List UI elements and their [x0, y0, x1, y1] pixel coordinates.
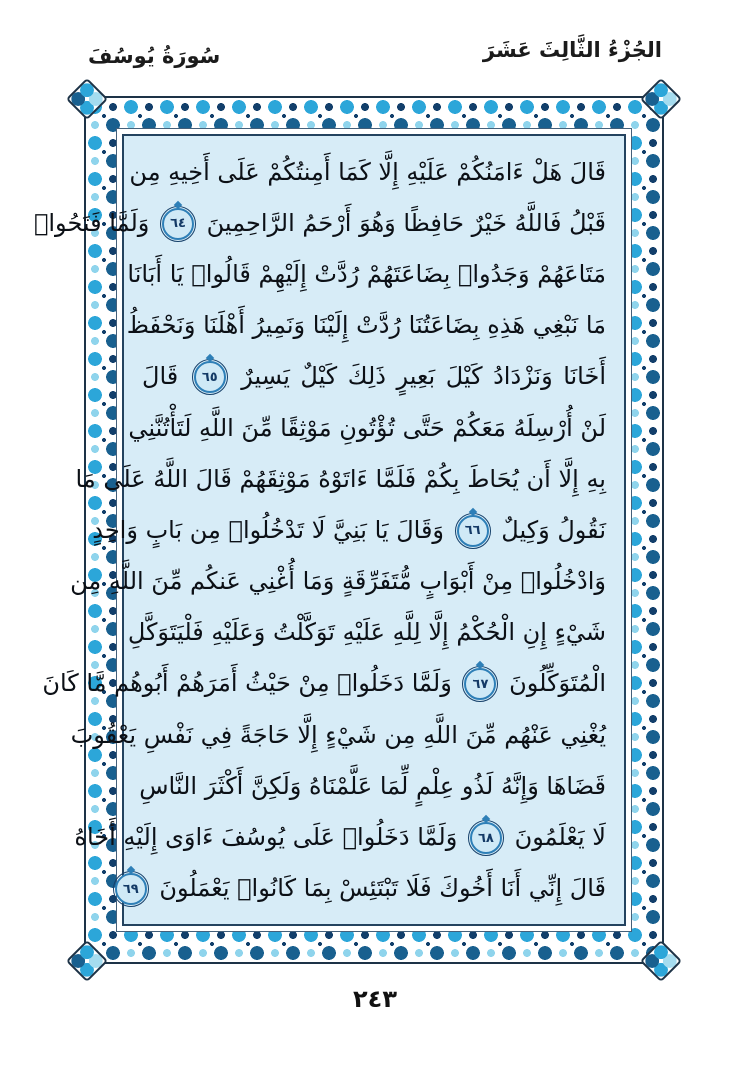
quran-line-4 [126, 300, 606, 350]
quran-text-segment: قَالَ [142, 362, 179, 391]
quran-line-14 [74, 812, 606, 862]
ornamental-border-frame [33, 96, 664, 964]
ayah-end-marker: ٦٩ [115, 873, 147, 905]
ayah-end-marker: ٦٤ [162, 208, 194, 240]
quran-text-segment: الْمُتَوَكِّلُونَ [509, 669, 606, 698]
quran-line-15 [122, 863, 606, 913]
surah-title: سُورَةُ يُوسُفَ [88, 44, 221, 68]
quran-line-8 [92, 505, 606, 555]
text-panel [33, 134, 626, 926]
ayah-end-marker: ٦٨ [470, 822, 502, 854]
quran-line-6 [128, 403, 606, 453]
quran-line-9 [70, 556, 606, 606]
quran-text-segment: وَلَمَّا فَتَحُوا۟ [33, 208, 150, 237]
quran-line-1 [129, 147, 606, 197]
quran-text-segment: لَا يَعْلَمُونَ [514, 823, 606, 852]
quran-text-segment: شَيْءٍ إِنِ الْحُكْمُ إِلَّا لِلَّهِ عَلَيْهِ تَوَكَّلْتُ وَعَلَيْهِ فَلْيَتَوَكَّلِ [127, 618, 606, 647]
quran-text-segment: قَالَ إِنِّي أَنَا أَخُوكَ فَلَا تَبْتَئِسْ بِمَا كَانُوا۟ يَعْمَلُونَ [159, 874, 606, 903]
quran-text-segment: وَلَمَّا دَخَلُوا۟ عَلَى يُوسُفَ ءَاوَى إِلَيْهِ أَخَاهُ [74, 823, 458, 852]
quran-text-segment: وَلَمَّا دَخَلُوا۟ مِنْ حَيْثُ أَمَرَهُمْ أَبُوهُم مَّا كَانَ [42, 669, 452, 698]
quran-line-10 [127, 607, 606, 657]
quran-line-11 [42, 658, 606, 708]
quran-text-segment: مَتَاعَهُمْ وَجَدُوا۟ بِضَاعَتَهُمْ رُدَّتْ إِلَيْهِمْ قَالُوا۟ يَا أَبَانَا [127, 259, 606, 288]
corner-ornament-top-left [66, 78, 108, 120]
quran-line-7 [75, 454, 606, 504]
quran-text-segment: نَقُولُ وَكِيلٌ [501, 515, 606, 544]
quran-text-segment: وَادْخُلُوا۟ مِنْ أَبْوَابٍ مُّتَفَرِّقَةٍ وَمَا أُغْنِي عَنكُم مِّنَ اللَّهِ مِن [70, 567, 606, 596]
ayah-end-marker: ٦٥ [194, 361, 226, 393]
corner-ornament-bottom-right [640, 940, 682, 982]
ayah-end-marker: ٦٦ [457, 515, 489, 547]
corner-ornament-bottom-left [66, 940, 108, 982]
quran-text-segment: أَخَانَا وَنَزْدَادُ كَيْلَ بَعِيرٍ ذَلِكَ كَيْلٌ يَسِيرٌ [241, 362, 606, 391]
quran-line-5 [142, 351, 606, 401]
quran-text-segment: وَقَالَ يَا بَنِيَّ لَا تَدْخُلُوا۟ مِن بَابٍ وَاحِدٍ [92, 515, 444, 544]
quran-text-segment: يُغْنِي عَنْهُم مِّنَ اللَّهِ مِن شَيْءٍ إِلَّا حَاجَةً فِي نَفْسِ يَعْقُوبَ [70, 720, 606, 749]
quran-text-segment: بِهِ إِلَّا أَن يُحَاطَ بِكُمْ فَلَمَّا ءَاتَوْهُ مَوْثِقَهُمْ قَالَ اللَّهُ عَلَى مَا [75, 464, 606, 493]
corner-ornament-top-right [640, 78, 682, 120]
quran-text-segment: قَضَاهَا وَإِنَّهُ لَذُو عِلْمٍ لِّمَا عَلَّمْنَاهُ وَلَكِنَّ أَكْثَرَ النَّاسِ [139, 771, 606, 800]
quran-line-2 [33, 198, 606, 248]
juz-title: الجُزْءُ الثَّالِثَ عَشَرَ [482, 38, 662, 62]
ayah-end-marker: ٦٧ [464, 668, 496, 700]
quran-text-segment: مَا نَبْغِي هَذِهِ بِضَاعَتُنَا رُدَّتْ إِلَيْنَا وَنَمِيرُ أَهْلَنَا وَنَحْفَظُ [126, 311, 606, 340]
page-number: ٢٤٣ [353, 985, 397, 1013]
quran-line-12 [70, 710, 606, 760]
quran-text-segment: قَبْلُ فَاللَّهُ خَيْرٌ حَافِظًا وَهُوَ أَرْحَمُ الرَّاحِمِينَ [206, 208, 606, 237]
quran-line-13 [139, 761, 606, 811]
quran-line-3 [127, 249, 606, 299]
quran-text-segment: قَالَ هَلْ ءَامَنُكُمْ عَلَيْهِ إِلَّا كَمَا أَمِنتُكُمْ عَلَى أَخِيهِ مِن [129, 157, 606, 186]
quran-text-segment: لَنْ أُرْسِلَهُ مَعَكُمْ حَتَّى تُؤْتُونِ مَوْثِقًا مِّنَ اللَّهِ لَتَأْتُنَّنِي [128, 413, 606, 442]
